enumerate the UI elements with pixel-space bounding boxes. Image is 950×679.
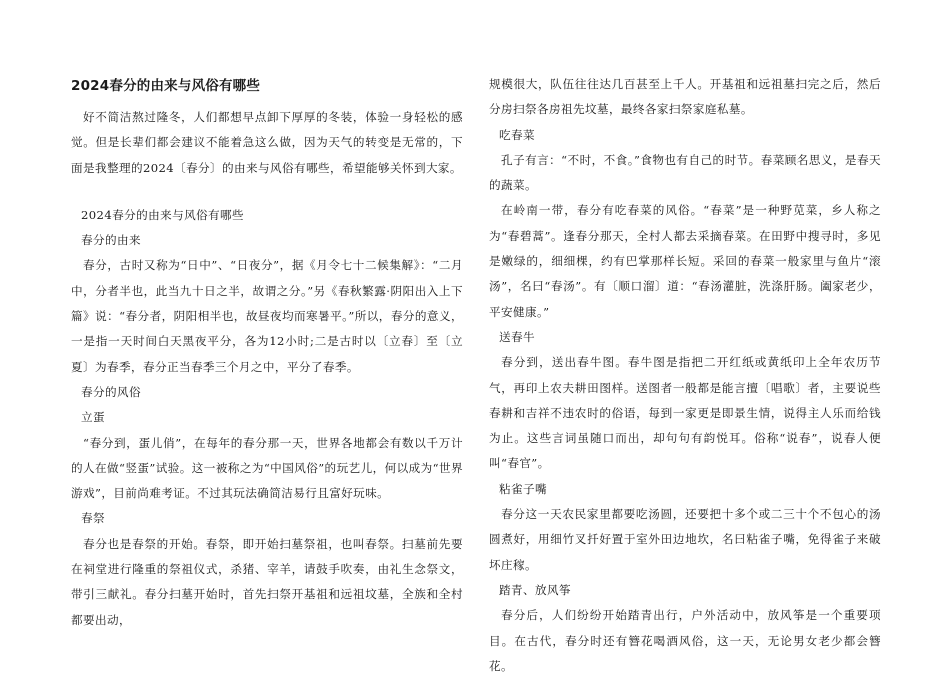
customs-heading: 春分的风俗 xyxy=(81,384,141,399)
vegetable-paragraph-2: 在岭南一带，春分有吃春菜的风俗。“春菜”是一种野苋菜，乡人称之为“春碧蒿”。逢春分那天，全村人都去采摘春菜。在田野中搜寻时，多见是嫩绿的，细细棵，约有巴掌那样长短。采回的春菜一般家里与鱼片“滚汤”，名曰“春汤”。有〔顺口溜〕道：“春汤灌脏，洗涤肝肠。阖家老少，平安健康。” xyxy=(489,203,881,319)
vegetable-paragraph-1: 孔子有言：“不时，不食。”食物也有自己的时节。春菜顾名思义，是春天的蔬菜。 xyxy=(489,152,881,193)
sparrow-paragraph: 春分这一天农民家里都要吃汤圆，还要把十多个或二三十个不包心的汤圆煮好，用细竹叉扦好置于室外田边地坎，名曰粘雀子嘴，免得雀子来破坏庄稼。 xyxy=(489,507,881,572)
sparrow-heading: 粘雀子嘴 xyxy=(499,481,547,496)
sacrifice-paragraph: 春分也是春祭的开始。春祭，即开始扫墓祭祖，也叫春祭。扫墓前先要在祠堂进行隆重的祭祖仪式，杀猪、宰羊，请鼓手吹奏，由礼生念祭文，带引三献礼。春分扫墓开始时，首先扫祭开基祖和远祖坟墓，全族和全村都要出动， xyxy=(71,536,463,627)
cow-paragraph: 春分到，送出春牛图。春牛图是指把二开红纸或黄纸印上全年农历节气，再印上农夫耕田图样。送图者一般都是能言擅〔唱歌〕者，主要说些春耕和吉祥不违农时的俗语，每到一家更是即景生情，说得主人乐而给钱为止。这些言词虽随口而出，却句句有韵悦耳。俗称“说春”，说春人便叫“春官”。 xyxy=(489,355,882,471)
left-column xyxy=(71,72,463,633)
origin-heading: 春分的由来 xyxy=(81,233,141,248)
egg-paragraph: “春分到，蛋儿俏”，在每年的春分那一天，世界各地都会有数以千万计的人在做“竖蛋”试验。这一被称之为“中国风俗”的玩艺儿，何以成为“世界游戏”，目前尚难考证。不过其玩法确简洁易行且富好玩味。 xyxy=(71,435,463,501)
origin-paragraph: 春分，古时又称为“日中”、“日夜分”，据《月令七十二候集解》：“二月中，分者半也，此当九十日之半，故谓之分。”另《春秋繁露·阴阳出入上下篇》说：“春分者，阴阳相半也，故昼夜均而寒暑平。”所以，春分的意义，一是指一天时间白天黑夜平分，各为12小时;二是古时以〔立春〕至〔立夏〕为春季，春分正当春季三个月之中，平分了春季。 xyxy=(71,258,463,374)
intro-paragraph: 好不简洁熬过隆冬，人们都想早点卸下厚厚的冬装，体验一身轻松的感觉。但是长辈们都会建议不能着急这么做，因为天气的转变是无常的，下面是我整理的2024〔春分〕的由来与风俗有哪些，希望能够关怀到大家。 xyxy=(71,110,463,175)
kite-paragraph: 春分后，人们纷纷开始踏青出行，户外活动中，放风筝是一个重要项目。在古代，春分时还有簪花喝酒风俗，这一天，无论男女老少都会簪花。 xyxy=(489,608,881,673)
sacrifice-heading: 春祭 xyxy=(81,511,105,526)
right-column xyxy=(489,72,881,679)
sacrifice-continued: 规模很大，队伍往往达几百甚至上千人。开基祖和远祖墓扫完之后，然后分房扫祭各房祖先坟墓，最终各家扫祭家庭私墓。 xyxy=(489,77,881,117)
spacer xyxy=(71,181,463,203)
egg-heading: 立蛋 xyxy=(81,410,105,425)
cow-heading: 送春牛 xyxy=(499,329,535,344)
vegetable-heading: 吃春菜 xyxy=(499,127,535,142)
kite-heading: 踏青、放风筝 xyxy=(499,582,571,597)
document-title: 2024春分的由来与风俗有哪些 xyxy=(71,78,261,94)
subtitle: 2024春分的由来与风俗有哪些 xyxy=(81,207,245,222)
